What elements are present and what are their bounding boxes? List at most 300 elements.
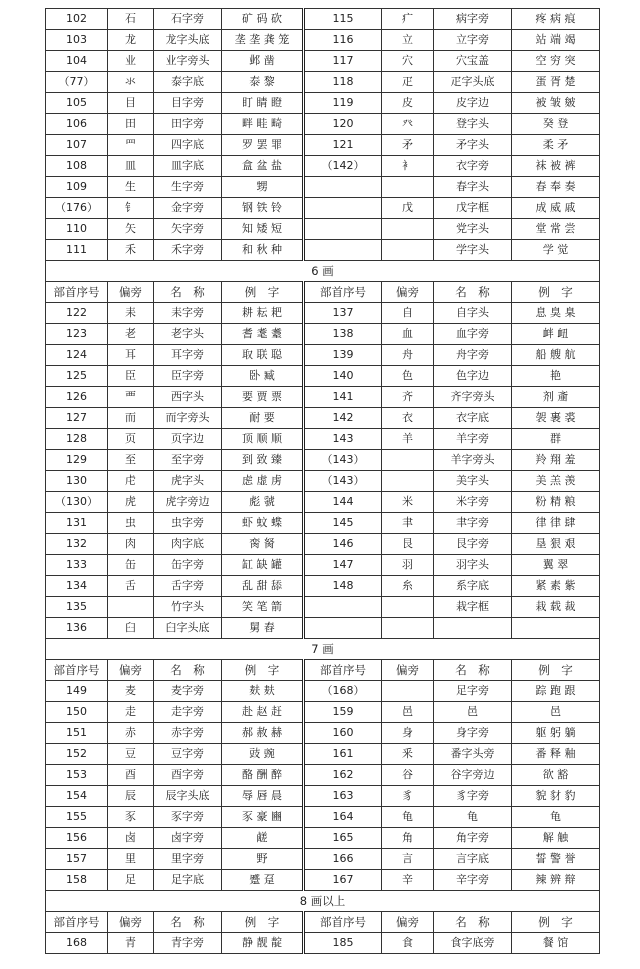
radical-name-cell: 竹字头 bbox=[154, 597, 222, 618]
radical-name-cell: 豆字旁 bbox=[154, 744, 222, 765]
header-name: 名 称 bbox=[154, 282, 222, 303]
radical-name-cell: 矢字旁 bbox=[154, 219, 222, 240]
radical-cell: 疋 bbox=[382, 72, 434, 93]
radical-table bbox=[45, 8, 600, 954]
radical-name-cell: 缶字旁 bbox=[154, 555, 222, 576]
radical-name-cell: 青字旁 bbox=[154, 933, 222, 954]
table-row bbox=[46, 156, 600, 177]
radical-cell bbox=[382, 597, 434, 618]
radical-cell: 皮 bbox=[382, 93, 434, 114]
example-chars-cell: 袜 被 裤 bbox=[512, 156, 600, 177]
radical-seq-cell bbox=[304, 240, 382, 261]
radical-cell: 辰 bbox=[108, 786, 154, 807]
radical-seq-cell: 126 bbox=[46, 387, 108, 408]
radical-name-cell: 舌字旁 bbox=[154, 576, 222, 597]
radical-name-cell: 羊字旁 bbox=[434, 429, 512, 450]
radical-seq-cell: 103 bbox=[46, 30, 108, 51]
radical-seq-cell: 133 bbox=[46, 555, 108, 576]
example-chars-cell: 春 奉 奏 bbox=[512, 177, 600, 198]
table-row bbox=[46, 324, 600, 345]
radical-cell: 走 bbox=[108, 702, 154, 723]
example-chars-cell: 要 贾 票 bbox=[222, 387, 304, 408]
radical-seq-cell: 122 bbox=[46, 303, 108, 324]
radical-cell: 豸 bbox=[382, 786, 434, 807]
radical-name-cell: 耒字旁 bbox=[154, 303, 222, 324]
radical-seq-cell: 159 bbox=[304, 702, 382, 723]
radical-seq-cell: 104 bbox=[46, 51, 108, 72]
example-chars-cell: 貌 豺 豹 bbox=[512, 786, 600, 807]
radical-seq-cell: 107 bbox=[46, 135, 108, 156]
radical-seq-cell: 120 bbox=[304, 114, 382, 135]
radical-name-cell: 虫字旁 bbox=[154, 513, 222, 534]
radical-name-cell: 龙字头底 bbox=[154, 30, 222, 51]
radical-name-cell: 齐字旁头 bbox=[434, 387, 512, 408]
radical-seq-cell: 132 bbox=[46, 534, 108, 555]
radical-name-cell: 赤字旁 bbox=[154, 723, 222, 744]
table-row bbox=[46, 807, 600, 828]
table-row bbox=[46, 9, 600, 30]
radical-cell: 血 bbox=[382, 324, 434, 345]
radical-cell: 身 bbox=[382, 723, 434, 744]
table-row bbox=[46, 534, 600, 555]
radical-cell: 足 bbox=[108, 870, 154, 891]
radical-seq-cell bbox=[304, 177, 382, 198]
radical-name-cell: 羊字旁头 bbox=[434, 450, 512, 471]
example-chars-cell: 乱 甜 舔 bbox=[222, 576, 304, 597]
radical-name-cell: 足字旁 bbox=[434, 681, 512, 702]
radical-seq-cell: 116 bbox=[304, 30, 382, 51]
radical-cell: 石 bbox=[108, 9, 154, 30]
radical-seq-cell: 138 bbox=[304, 324, 382, 345]
table-row bbox=[46, 219, 600, 240]
example-chars-cell: 顶 顺 顺 bbox=[222, 429, 304, 450]
example-chars-cell: 虑 虚 虏 bbox=[222, 471, 304, 492]
radical-cell: 言 bbox=[382, 849, 434, 870]
radical-cell: 页 bbox=[108, 429, 154, 450]
example-chars-cell: 鹾 bbox=[222, 828, 304, 849]
example-chars-cell bbox=[512, 618, 600, 639]
radical-seq-cell: 148 bbox=[304, 576, 382, 597]
radical-seq-cell: 115 bbox=[304, 9, 382, 30]
radical-seq-cell: 143 bbox=[304, 429, 382, 450]
radical-name-cell: 田字旁 bbox=[154, 114, 222, 135]
radical-name-cell: 泰字底 bbox=[154, 72, 222, 93]
radical-seq-cell: 163 bbox=[304, 786, 382, 807]
radical-name-cell: 米字旁 bbox=[434, 492, 512, 513]
table-row bbox=[46, 597, 600, 618]
example-chars-cell: 缸 缺 罐 bbox=[222, 555, 304, 576]
radical-name-cell: 禾字旁 bbox=[154, 240, 222, 261]
radical-seq-cell: 151 bbox=[46, 723, 108, 744]
radical-seq-cell: 156 bbox=[46, 828, 108, 849]
radical-cell: 虍 bbox=[108, 471, 154, 492]
radical-name-cell: 栽字框 bbox=[434, 597, 512, 618]
radical-name-cell: 血字旁 bbox=[434, 324, 512, 345]
table-row bbox=[46, 933, 600, 954]
example-chars-cell: 柔 矛 bbox=[512, 135, 600, 156]
radical-cell: 臼 bbox=[108, 618, 154, 639]
example-chars-cell: 解 触 bbox=[512, 828, 600, 849]
radical-name-cell: 番字头旁 bbox=[434, 744, 512, 765]
radical-cell: 自 bbox=[382, 303, 434, 324]
radical-cell: 齐 bbox=[382, 387, 434, 408]
example-chars-cell: 彪 虢 bbox=[222, 492, 304, 513]
column-header-row bbox=[46, 660, 600, 681]
example-chars-cell: 堂 常 尝 bbox=[512, 219, 600, 240]
radical-seq-cell: 119 bbox=[304, 93, 382, 114]
table-row bbox=[46, 135, 600, 156]
radical-cell: 糸 bbox=[382, 576, 434, 597]
radical-name-cell: 学字头 bbox=[434, 240, 512, 261]
table-row bbox=[46, 366, 600, 387]
radical-name-cell: 西字头 bbox=[154, 387, 222, 408]
radical-cell bbox=[382, 219, 434, 240]
example-chars-cell: 钢 铁 铃 bbox=[222, 198, 304, 219]
example-chars-cell: 成 威 戚 bbox=[512, 198, 600, 219]
radical-cell: 豆 bbox=[108, 744, 154, 765]
radical-name-cell: 角字旁 bbox=[434, 828, 512, 849]
example-chars-cell: 辱 唇 晨 bbox=[222, 786, 304, 807]
radical-seq-cell: 117 bbox=[304, 51, 382, 72]
example-chars-cell: 和 秋 种 bbox=[222, 240, 304, 261]
radical-seq-cell: 144 bbox=[304, 492, 382, 513]
radical-name-cell: 至字旁 bbox=[154, 450, 222, 471]
radical-name-cell: 臣字旁 bbox=[154, 366, 222, 387]
radical-name-cell: 皿字底 bbox=[154, 156, 222, 177]
radical-name-cell: 石字旁 bbox=[154, 9, 222, 30]
radical-cell: 缶 bbox=[108, 555, 154, 576]
header-seq: 部首序号 bbox=[46, 282, 108, 303]
radical-seq-cell: 139 bbox=[304, 345, 382, 366]
radical-name-cell: 辰字头底 bbox=[154, 786, 222, 807]
example-chars-cell: 麸 麸 bbox=[222, 681, 304, 702]
example-chars-cell: 学 觉 bbox=[512, 240, 600, 261]
table-row bbox=[46, 450, 600, 471]
radical-seq-cell: 131 bbox=[46, 513, 108, 534]
radical-cell: 里 bbox=[108, 849, 154, 870]
table-row bbox=[46, 786, 600, 807]
radical-name-cell: 而字旁头 bbox=[154, 408, 222, 429]
radical-cell: 矢 bbox=[108, 219, 154, 240]
example-chars-cell: 站 端 竭 bbox=[512, 30, 600, 51]
radical-seq-cell: 160 bbox=[304, 723, 382, 744]
example-chars-cell: 赴 赵 赶 bbox=[222, 702, 304, 723]
radical-cell: 龟 bbox=[382, 807, 434, 828]
table-row bbox=[46, 765, 600, 786]
radical-seq-cell: 134 bbox=[46, 576, 108, 597]
example-chars-cell: 笑 笔 箭 bbox=[222, 597, 304, 618]
radical-seq-cell: （130） bbox=[46, 492, 108, 513]
radical-cell: 邑 bbox=[382, 702, 434, 723]
radical-name-cell: 酉字旁 bbox=[154, 765, 222, 786]
example-chars-cell: 被 皱 皴 bbox=[512, 93, 600, 114]
radical-name-cell: 虎字旁边 bbox=[154, 492, 222, 513]
radical-seq-cell: 165 bbox=[304, 828, 382, 849]
radical-seq-cell: （142） bbox=[304, 156, 382, 177]
radical-name-cell: 矛字头 bbox=[434, 135, 512, 156]
stroke-count-heading-row bbox=[46, 891, 600, 912]
table-row bbox=[46, 471, 600, 492]
example-chars-cell: 静 靓 靛 bbox=[222, 933, 304, 954]
example-chars-cell: 酪 酬 醉 bbox=[222, 765, 304, 786]
example-chars-cell: 泰 黎 bbox=[222, 72, 304, 93]
example-chars-cell: 律 律 肆 bbox=[512, 513, 600, 534]
radical-name-cell: 聿字旁 bbox=[434, 513, 512, 534]
radical-seq-cell: 155 bbox=[46, 807, 108, 828]
radical-seq-cell: 136 bbox=[46, 618, 108, 639]
radical-cell: 而 bbox=[108, 408, 154, 429]
example-chars-cell: 野 bbox=[222, 849, 304, 870]
radical-cell: 业 bbox=[108, 51, 154, 72]
radical-name-cell: 耳字旁 bbox=[154, 345, 222, 366]
header-name: 名 称 bbox=[434, 912, 512, 933]
example-chars-cell: 息 臭 臬 bbox=[512, 303, 600, 324]
table-row bbox=[46, 387, 600, 408]
example-chars-cell: 船 艘 航 bbox=[512, 345, 600, 366]
radical-cell: 谷 bbox=[382, 765, 434, 786]
example-chars-cell: 辣 辨 辩 bbox=[512, 870, 600, 891]
radical-name-cell: 疋字头底 bbox=[434, 72, 512, 93]
example-chars-cell: 垦 狠 艰 bbox=[512, 534, 600, 555]
radical-cell: 禾 bbox=[108, 240, 154, 261]
radical-name-cell: 美字头 bbox=[434, 471, 512, 492]
radical-seq-cell: 123 bbox=[46, 324, 108, 345]
radical-cell: 舌 bbox=[108, 576, 154, 597]
example-chars-cell: 疼 病 痕 bbox=[512, 9, 600, 30]
radical-seq-cell: 153 bbox=[46, 765, 108, 786]
radical-name-cell: 穴宝盖 bbox=[434, 51, 512, 72]
radical-name-cell: 舟字旁 bbox=[434, 345, 512, 366]
header-radical: 偏旁 bbox=[382, 660, 434, 681]
radical-cell: 耒 bbox=[108, 303, 154, 324]
header-seq: 部首序号 bbox=[46, 660, 108, 681]
radical-cell: 色 bbox=[382, 366, 434, 387]
radical-cell: 辛 bbox=[382, 870, 434, 891]
table-row bbox=[46, 513, 600, 534]
radical-cell: 生 bbox=[108, 177, 154, 198]
radical-cell bbox=[382, 681, 434, 702]
table-row bbox=[46, 429, 600, 450]
stroke-count-heading-row bbox=[46, 261, 600, 282]
radical-name-cell: 辛字旁 bbox=[434, 870, 512, 891]
header-name: 名 称 bbox=[434, 282, 512, 303]
column-header-row bbox=[46, 912, 600, 933]
radical-cell: 赤 bbox=[108, 723, 154, 744]
radical-cell bbox=[382, 450, 434, 471]
example-chars-cell: 知 矮 短 bbox=[222, 219, 304, 240]
example-chars-cell: 邺 凿 bbox=[222, 51, 304, 72]
radical-seq-cell: 149 bbox=[46, 681, 108, 702]
example-chars-cell: 美 羔 羡 bbox=[512, 471, 600, 492]
radical-name-cell: 自字头 bbox=[434, 303, 512, 324]
header-radical: 偏旁 bbox=[108, 912, 154, 933]
table-row bbox=[46, 555, 600, 576]
radical-seq-cell: 152 bbox=[46, 744, 108, 765]
example-chars-cell: 紧 素 紫 bbox=[512, 576, 600, 597]
table-row bbox=[46, 702, 600, 723]
radical-cell bbox=[382, 240, 434, 261]
radical-name-cell: 肉字底 bbox=[154, 534, 222, 555]
table-row bbox=[46, 93, 600, 114]
radical-seq-cell: （77） bbox=[46, 72, 108, 93]
table-row bbox=[46, 345, 600, 366]
radical-name-cell: 虎字头 bbox=[154, 471, 222, 492]
example-chars-cell: 罗 罢 罪 bbox=[222, 135, 304, 156]
example-chars-cell: 取 联 聪 bbox=[222, 345, 304, 366]
radical-name-cell: 系字底 bbox=[434, 576, 512, 597]
radical-cell: 釆 bbox=[382, 744, 434, 765]
table-row bbox=[46, 303, 600, 324]
radical-table-body bbox=[46, 9, 600, 954]
header-name: 名 称 bbox=[154, 660, 222, 681]
radical-cell: 角 bbox=[382, 828, 434, 849]
radical-seq-cell: 128 bbox=[46, 429, 108, 450]
example-chars-cell: 羚 翔 羞 bbox=[512, 450, 600, 471]
radical-name-cell: 言字底 bbox=[434, 849, 512, 870]
radical-cell: 龙 bbox=[108, 30, 154, 51]
radical-cell: 覀 bbox=[108, 387, 154, 408]
radical-cell: 矛 bbox=[382, 135, 434, 156]
header-examples: 例 字 bbox=[222, 282, 304, 303]
example-chars-cell: 翼 翠 bbox=[512, 555, 600, 576]
radical-cell bbox=[382, 177, 434, 198]
example-chars-cell: 舅 舂 bbox=[222, 618, 304, 639]
radical-cell: 肉 bbox=[108, 534, 154, 555]
table-row bbox=[46, 240, 600, 261]
radical-name-cell: 邑 bbox=[434, 702, 512, 723]
radical-cell: 酉 bbox=[108, 765, 154, 786]
radical-cell: 艮 bbox=[382, 534, 434, 555]
radical-seq-cell: （143） bbox=[304, 471, 382, 492]
radical-seq-cell bbox=[304, 219, 382, 240]
example-chars-cell: 餐 馆 bbox=[512, 933, 600, 954]
radical-seq-cell: 102 bbox=[46, 9, 108, 30]
header-examples: 例 字 bbox=[222, 660, 304, 681]
radical-name-cell: 走字旁 bbox=[154, 702, 222, 723]
example-chars-cell: 到 致 臻 bbox=[222, 450, 304, 471]
radical-seq-cell bbox=[304, 597, 382, 618]
radical-cell: 罒 bbox=[108, 135, 154, 156]
radical-name-cell: 衣字底 bbox=[434, 408, 512, 429]
example-chars-cell: 卧 臧 bbox=[222, 366, 304, 387]
radical-seq-cell: （143） bbox=[304, 450, 382, 471]
radical-cell: 钅 bbox=[108, 198, 154, 219]
radical-name-cell: 豸字旁 bbox=[434, 786, 512, 807]
radical-seq-cell: 154 bbox=[46, 786, 108, 807]
example-chars-cell: 剂 齑 bbox=[512, 387, 600, 408]
radical-seq-cell: 124 bbox=[46, 345, 108, 366]
radical-seq-cell: 109 bbox=[46, 177, 108, 198]
radical-name-cell: 艮字旁 bbox=[434, 534, 512, 555]
radical-cell: 麦 bbox=[108, 681, 154, 702]
radical-cell: 田 bbox=[108, 114, 154, 135]
radical-name-cell: 臼字头底 bbox=[154, 618, 222, 639]
radical-cell: 衤 bbox=[382, 156, 434, 177]
radical-name-cell: 春字头 bbox=[434, 177, 512, 198]
radical-name-cell: 衣字旁 bbox=[434, 156, 512, 177]
example-chars-cell: 郝 赦 赫 bbox=[222, 723, 304, 744]
table-row bbox=[46, 744, 600, 765]
example-chars-cell: 群 bbox=[512, 429, 600, 450]
radical-cell: 老 bbox=[108, 324, 154, 345]
table-row bbox=[46, 114, 600, 135]
stroke-count-heading-row bbox=[46, 639, 600, 660]
radical-cell bbox=[382, 618, 434, 639]
radical-seq-cell: 129 bbox=[46, 450, 108, 471]
radical-cell: 卤 bbox=[108, 828, 154, 849]
radical-seq-cell: （168） bbox=[304, 681, 382, 702]
example-chars-cell: 躯 躬 躺 bbox=[512, 723, 600, 744]
radical-cell: 舟 bbox=[382, 345, 434, 366]
radical-cell: 米 bbox=[382, 492, 434, 513]
radical-seq-cell: 166 bbox=[304, 849, 382, 870]
table-row bbox=[46, 30, 600, 51]
table-row bbox=[46, 198, 600, 219]
radical-cell: 羽 bbox=[382, 555, 434, 576]
radical-seq-cell: 185 bbox=[304, 933, 382, 954]
radical-seq-cell: 167 bbox=[304, 870, 382, 891]
radical-cell: 戊 bbox=[382, 198, 434, 219]
example-chars-cell: 甥 bbox=[222, 177, 304, 198]
radical-seq-cell: 147 bbox=[304, 555, 382, 576]
radical-seq-cell: 140 bbox=[304, 366, 382, 387]
example-chars-cell: 踪 跑 跟 bbox=[512, 681, 600, 702]
example-chars-cell: 矿 码 砍 bbox=[222, 9, 304, 30]
radical-cell: 穴 bbox=[382, 51, 434, 72]
radical-seq-cell: 161 bbox=[304, 744, 382, 765]
radical-name-cell: 龟 bbox=[434, 807, 512, 828]
header-examples: 例 字 bbox=[512, 660, 600, 681]
radical-name-cell bbox=[434, 618, 512, 639]
radical-name-cell: 四字底 bbox=[154, 135, 222, 156]
example-chars-cell: 盯 睛 瞪 bbox=[222, 93, 304, 114]
radical-cell: 衣 bbox=[382, 408, 434, 429]
radical-name-cell: 豕字旁 bbox=[154, 807, 222, 828]
radical-cell: 氺 bbox=[108, 72, 154, 93]
radical-seq-cell: 141 bbox=[304, 387, 382, 408]
table-row bbox=[46, 51, 600, 72]
example-chars-cell: 艳 bbox=[512, 366, 600, 387]
radical-name-cell: 生字旁 bbox=[154, 177, 222, 198]
example-chars-cell: 衅 衄 bbox=[512, 324, 600, 345]
example-chars-cell: 番 释 釉 bbox=[512, 744, 600, 765]
header-name: 名 称 bbox=[154, 912, 222, 933]
radical-cell: 豕 bbox=[108, 807, 154, 828]
radical-name-cell: 业字旁头 bbox=[154, 51, 222, 72]
radical-seq-cell: 110 bbox=[46, 219, 108, 240]
radical-seq-cell: 127 bbox=[46, 408, 108, 429]
radical-seq-cell: 164 bbox=[304, 807, 382, 828]
header-seq: 部首序号 bbox=[304, 912, 382, 933]
radical-seq-cell: 150 bbox=[46, 702, 108, 723]
radical-cell: 癶 bbox=[382, 114, 434, 135]
header-radical: 偏旁 bbox=[382, 282, 434, 303]
example-chars-cell: 誓 警 誉 bbox=[512, 849, 600, 870]
radical-seq-cell: 158 bbox=[46, 870, 108, 891]
table-row bbox=[46, 72, 600, 93]
radical-seq-cell: 142 bbox=[304, 408, 382, 429]
radical-name-cell: 目字旁 bbox=[154, 93, 222, 114]
table-row bbox=[46, 408, 600, 429]
radical-name-cell: 党字头 bbox=[434, 219, 512, 240]
radical-cell bbox=[382, 471, 434, 492]
radical-seq-cell: 106 bbox=[46, 114, 108, 135]
example-chars-cell: 豉 豌 bbox=[222, 744, 304, 765]
example-chars-cell: 欲 豁 bbox=[512, 765, 600, 786]
example-chars-cell: 垄 垄 龚 笼 bbox=[222, 30, 304, 51]
table-row bbox=[46, 492, 600, 513]
header-name: 名 称 bbox=[434, 660, 512, 681]
